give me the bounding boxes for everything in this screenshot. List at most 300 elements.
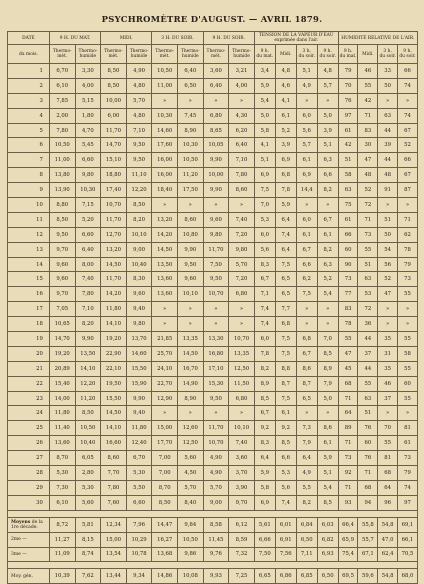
tension-col-header <box>296 45 317 64</box>
value-cell: » <box>296 198 317 213</box>
summary-value: 7,96 <box>126 517 152 532</box>
value-cell: 12,40 <box>126 436 152 451</box>
value-cell: 13,20 <box>152 212 178 227</box>
value-cell: 15,40 <box>49 376 75 391</box>
value-cell: 4,00 <box>229 78 255 93</box>
value-cell: 6,5 <box>296 391 317 406</box>
value-cell: 7,60 <box>101 495 127 510</box>
value-cell: 6,7 <box>254 272 275 287</box>
table-row <box>8 346 418 361</box>
value-cell: 58 <box>398 346 418 361</box>
value-cell: 10,30 <box>75 183 101 198</box>
value-cell: 8,50 <box>152 495 178 510</box>
summary-value: 9,84 <box>177 517 203 532</box>
table-row <box>8 436 418 451</box>
value-cell: 5,60 <box>75 495 101 510</box>
value-cell: 13,60 <box>152 272 178 287</box>
value-cell: 16,70 <box>177 361 203 376</box>
value-cell: 8,2 <box>317 242 338 257</box>
value-cell: 3,9 <box>317 123 338 138</box>
value-cell: 10,00 <box>101 93 127 108</box>
value-cell: 11,70 <box>101 123 127 138</box>
day-cell: 12 <box>8 227 50 242</box>
value-cell: 5,15 <box>75 93 101 108</box>
value-cell: 51 <box>358 257 378 272</box>
day-cell: 11 <box>8 212 50 227</box>
summary-value: 6,50 <box>296 532 317 547</box>
day-cell: 23 <box>8 391 50 406</box>
value-cell: 55 <box>378 436 398 451</box>
value-cell: 5,3 <box>254 212 275 227</box>
value-cell: 5,70 <box>229 257 255 272</box>
value-cell: 7,8 <box>275 183 296 198</box>
value-cell: 96 <box>378 495 398 510</box>
decade3-label: 3me — <box>11 551 27 557</box>
value-cell: 4,9 <box>296 78 317 93</box>
value-cell: 9,80 <box>203 227 229 242</box>
value-cell: 10,50 <box>49 138 75 153</box>
value-cell: 6,50 <box>177 78 203 93</box>
day-cell: 6 <box>8 138 50 153</box>
value-cell: 15,00 <box>152 421 178 436</box>
value-cell: 13,80 <box>49 168 75 183</box>
value-cell: 76 <box>358 421 378 436</box>
value-cell: 5,2 <box>275 123 296 138</box>
value-cell: 67 <box>398 168 418 183</box>
thermo-sec-line1: Thermo- <box>155 49 175 54</box>
value-cell: 71 <box>338 480 358 495</box>
tension-col-header <box>317 45 338 64</box>
day-cell: 1 <box>8 64 50 79</box>
value-cell: 10,00 <box>203 168 229 183</box>
value-cell: 33 <box>378 64 398 79</box>
value-cell: 14,20 <box>152 227 178 242</box>
thermo-hum-line1: Thermo- <box>78 49 98 54</box>
value-cell: 24,10 <box>152 361 178 376</box>
value-cell: 22,90 <box>101 346 127 361</box>
value-cell: 47 <box>338 346 358 361</box>
value-cell: 16,60 <box>101 436 127 451</box>
spacer-row <box>8 562 418 569</box>
humidity-col-header <box>398 45 418 64</box>
value-cell: » <box>378 302 398 317</box>
summary-value: 10,08 <box>177 569 203 584</box>
value-cell: 11,40 <box>49 421 75 436</box>
value-cell: 9,40 <box>126 406 152 421</box>
value-cell: 10,10 <box>126 227 152 242</box>
day-cell: 16 <box>8 287 50 302</box>
value-cell: 8,50 <box>101 78 127 93</box>
value-cell: 8,40 <box>177 495 203 510</box>
value-cell: 8,90 <box>177 391 203 406</box>
value-cell: 71 <box>338 436 358 451</box>
summary-value: 67,1 <box>358 547 378 562</box>
value-cell: 8,2 <box>254 361 275 376</box>
value-cell: 3,30 <box>75 64 101 79</box>
value-cell: 19,20 <box>101 332 127 347</box>
value-cell: 4,80 <box>126 78 152 93</box>
group-header-humidite: HUMIDITÉ RELATIVE DE L'AIR. <box>338 32 417 45</box>
value-cell: 6,1 <box>296 153 317 168</box>
value-cell: 44 <box>358 332 378 347</box>
summary-value: 8,58 <box>203 517 229 532</box>
value-cell: 11,80 <box>126 421 152 436</box>
value-cell: 90 <box>338 257 358 272</box>
thermo-hum-header <box>75 45 101 64</box>
table-row <box>8 227 418 242</box>
table-row <box>8 168 418 183</box>
value-cell: 6,7 <box>254 406 275 421</box>
value-cell: 14,50 <box>101 406 127 421</box>
value-cell: 7,5 <box>275 391 296 406</box>
value-cell: 55 <box>398 391 418 406</box>
day-cell: 2 <box>8 78 50 93</box>
value-cell: 60 <box>338 242 358 257</box>
value-cell: 67 <box>398 123 418 138</box>
summary-value: 6,01 <box>275 517 296 532</box>
value-cell: 61 <box>338 212 358 227</box>
value-cell: 66 <box>338 227 358 242</box>
value-cell: 79 <box>398 257 418 272</box>
value-cell: 6,9 <box>254 168 275 183</box>
summary-label <box>8 517 50 532</box>
value-cell: 11,20 <box>75 391 101 406</box>
value-cell: 8,50 <box>49 212 75 227</box>
day-cell: 20 <box>8 346 50 361</box>
value-cell: 6,1 <box>296 227 317 242</box>
summary-value: 9,93 <box>203 569 229 584</box>
value-cell: 52 <box>358 183 378 198</box>
day-cell: 25 <box>8 421 50 436</box>
humidity-col-line2: du soir. <box>399 54 416 59</box>
value-cell: » <box>229 317 255 332</box>
value-cell: 6,2 <box>296 272 317 287</box>
value-cell: 6,7 <box>296 346 317 361</box>
moyens-sub: de la <box>31 519 43 525</box>
summary-value: 6,91 <box>275 532 296 547</box>
value-cell: 6,20 <box>229 123 255 138</box>
table-row <box>8 466 418 481</box>
value-cell: 5,9 <box>275 198 296 213</box>
value-cell: 73 <box>358 227 378 242</box>
value-cell: 48 <box>358 168 378 183</box>
value-cell: 7,4 <box>275 227 296 242</box>
value-cell: 8,2 <box>296 495 317 510</box>
value-cell: 5,6 <box>275 480 296 495</box>
value-cell: 6,1 <box>275 108 296 123</box>
value-cell: 17,10 <box>203 361 229 376</box>
value-cell: 14,10 <box>75 361 101 376</box>
summary-label <box>8 532 50 547</box>
value-cell: 63 <box>358 391 378 406</box>
value-cell: 73 <box>398 272 418 287</box>
value-cell: 3,60 <box>203 64 229 79</box>
value-cell: 7,15 <box>75 198 101 213</box>
day-cell: 28 <box>8 466 50 481</box>
summary-value: 66,4 <box>338 517 358 532</box>
value-cell: 6,6 <box>275 451 296 466</box>
value-cell: 6,8 <box>275 317 296 332</box>
value-cell: 11,80 <box>101 302 127 317</box>
value-cell: 7,5 <box>275 346 296 361</box>
summary-label <box>8 569 50 584</box>
summary-value: 5,61 <box>254 517 275 532</box>
value-cell: 4,50 <box>177 466 203 481</box>
table-row <box>8 302 418 317</box>
humidity-col-line1: Midi. <box>362 51 374 57</box>
thermo-hum-line2: humide <box>181 54 199 59</box>
summary-value: 6,66 <box>254 532 275 547</box>
value-cell: 4,90 <box>203 451 229 466</box>
value-cell: 14,60 <box>152 123 178 138</box>
value-cell: 37 <box>378 391 398 406</box>
value-cell: 14,90 <box>177 376 203 391</box>
value-cell: 6,40 <box>229 138 255 153</box>
value-cell: 44 <box>378 153 398 168</box>
value-cell: 68 <box>358 480 378 495</box>
value-cell: 6,3 <box>317 257 338 272</box>
value-cell: 5,1 <box>254 153 275 168</box>
value-cell: 76 <box>338 93 358 108</box>
table-row <box>8 406 418 421</box>
value-cell: 73 <box>398 451 418 466</box>
value-cell: 9,2 <box>275 421 296 436</box>
value-cell: 14,10 <box>101 317 127 332</box>
value-cell: 72 <box>358 198 378 213</box>
value-cell: 15,50 <box>126 361 152 376</box>
value-cell: 5,9 <box>317 451 338 466</box>
group-header-tension: TENSION DE LA VAPEUR D'EAU exprimée dans l'air. <box>254 32 338 45</box>
value-cell: 8,50 <box>101 64 127 79</box>
value-cell: 8,30 <box>126 272 152 287</box>
summary-value: 7,25 <box>229 569 255 584</box>
value-cell: 3,60 <box>229 451 255 466</box>
summary-value: 69,5 <box>338 569 358 584</box>
value-cell: 55 <box>358 376 378 391</box>
value-cell: 9,60 <box>49 257 75 272</box>
value-cell: 5,60 <box>177 451 203 466</box>
value-cell: 36 <box>358 317 378 332</box>
value-cell: 7,45 <box>177 108 203 123</box>
value-cell: 52 <box>378 272 398 287</box>
value-cell: 11,70 <box>101 212 127 227</box>
value-cell: 74 <box>398 480 418 495</box>
value-cell: 71 <box>338 391 358 406</box>
value-cell: 64 <box>378 480 398 495</box>
value-cell: 6,1 <box>317 227 338 242</box>
value-cell: 8,70 <box>49 451 75 466</box>
value-cell: 6,4 <box>275 212 296 227</box>
value-cell: 5,4 <box>254 93 275 108</box>
value-cell: 2,80 <box>75 466 101 481</box>
table-row <box>8 287 418 302</box>
summary-value: 6,86 <box>275 569 296 584</box>
summary-value: 7,11 <box>296 547 317 562</box>
value-cell: 3,9 <box>275 138 296 153</box>
summary-value: 65,9 <box>338 532 358 547</box>
value-cell: 75 <box>338 198 358 213</box>
value-cell: 6,8 <box>275 168 296 183</box>
value-cell: 9,00 <box>203 495 229 510</box>
value-cell: 9,70 <box>49 287 75 302</box>
thermo-sec-line2: mèt. <box>57 54 68 59</box>
value-cell: 63 <box>378 108 398 123</box>
value-cell: 19,20 <box>49 346 75 361</box>
value-cell: 5,30 <box>126 466 152 481</box>
value-cell: 5,20 <box>75 212 101 227</box>
value-cell: 22,70 <box>152 376 178 391</box>
thermo-hum-line1: Thermo- <box>129 49 149 54</box>
value-cell: 5,0 <box>317 108 338 123</box>
value-cell: 6,40 <box>177 64 203 79</box>
value-cell: 12,20 <box>126 183 152 198</box>
summary-value: 6,85 <box>296 569 317 584</box>
value-cell: 10,50 <box>152 64 178 79</box>
value-cell: 6,8 <box>296 332 317 347</box>
value-cell: » <box>398 93 418 108</box>
summary-value: 69,1 <box>398 517 418 532</box>
value-cell: » <box>152 93 178 108</box>
value-cell: 7,5 <box>296 287 317 302</box>
value-cell: 8,60 <box>101 451 127 466</box>
value-cell: 9,2 <box>254 421 275 436</box>
spacer-cell <box>8 562 418 569</box>
value-cell: 79 <box>338 64 358 79</box>
value-cell: 5,5 <box>296 480 317 495</box>
decade1-label: 1re décade. <box>11 524 38 530</box>
day-cell: 5 <box>8 123 50 138</box>
value-cell: 46 <box>378 376 398 391</box>
value-cell: 46 <box>358 64 378 79</box>
table-row <box>8 317 418 332</box>
value-cell: 81 <box>398 421 418 436</box>
value-cell: 50 <box>378 227 398 242</box>
value-cell: 74 <box>398 78 418 93</box>
value-cell: 6,40 <box>203 78 229 93</box>
day-cell: 18 <box>8 317 50 332</box>
value-cell: » <box>177 317 203 332</box>
value-cell: 53 <box>358 287 378 302</box>
value-cell: 61 <box>398 436 418 451</box>
value-cell: 7,70 <box>101 466 127 481</box>
humidity-col-line2: du soir. <box>379 54 396 59</box>
value-cell: 7,20 <box>229 272 255 287</box>
summary-value: 68,0 <box>398 569 418 584</box>
decade2-row <box>8 532 418 547</box>
spacer-cell <box>8 510 418 517</box>
thermo-hum-line1: Thermo- <box>180 49 200 54</box>
value-cell: 47 <box>378 287 398 302</box>
value-cell: 42 <box>358 93 378 108</box>
value-cell: 9,60 <box>126 287 152 302</box>
thermo-sec-line1: Thermo- <box>104 49 123 54</box>
summary-value: 8,59 <box>229 532 255 547</box>
humidity-col-header <box>378 45 398 64</box>
value-cell: 92 <box>338 466 358 481</box>
value-cell: » <box>296 93 317 108</box>
value-cell: 51 <box>378 212 398 227</box>
table-row <box>8 198 418 213</box>
value-cell: » <box>378 317 398 332</box>
value-cell: 3,70 <box>229 466 255 481</box>
value-cell: » <box>398 302 418 317</box>
value-cell: 8,7 <box>296 376 317 391</box>
value-cell: 16,80 <box>203 346 229 361</box>
value-cell: 8,70 <box>152 480 178 495</box>
value-cell: 8,60 <box>229 183 255 198</box>
day-cell: 9 <box>8 183 50 198</box>
value-cell: 5,4 <box>317 287 338 302</box>
value-cell: » <box>296 406 317 421</box>
value-cell: 14,00 <box>49 391 75 406</box>
summary-value: 16,27 <box>152 532 178 547</box>
value-cell: 8,20 <box>75 317 101 332</box>
value-cell: 31 <box>378 346 398 361</box>
value-cell: 55 <box>338 332 358 347</box>
summary-value: 9,34 <box>126 569 152 584</box>
value-cell: 9,90 <box>203 183 229 198</box>
value-cell: 6,60 <box>126 495 152 510</box>
value-cell: 10,70 <box>203 436 229 451</box>
day-cell: 21 <box>8 361 50 376</box>
value-cell: 71 <box>358 466 378 481</box>
value-cell: 7,05 <box>49 302 75 317</box>
value-cell: 4,6 <box>275 78 296 93</box>
value-cell: 5,30 <box>75 480 101 495</box>
value-cell: » <box>317 406 338 421</box>
day-cell: 30 <box>8 495 50 510</box>
decade3-row <box>8 547 418 562</box>
value-cell: 9,50 <box>49 227 75 242</box>
value-cell: 7,0 <box>254 198 275 213</box>
value-cell: 6,3 <box>317 153 338 168</box>
value-cell: » <box>317 93 338 108</box>
value-cell: 7,0 <box>317 332 338 347</box>
moyens-label: Moyens <box>11 519 31 525</box>
value-cell: 5,70 <box>203 480 229 495</box>
value-cell: 8,80 <box>49 198 75 213</box>
value-cell: 71 <box>358 212 378 227</box>
thermo-sec-line2: mèt. <box>108 54 119 59</box>
summary-label <box>8 547 50 562</box>
value-cell: 58 <box>338 168 358 183</box>
value-cell: 10,80 <box>177 227 203 242</box>
value-cell: » <box>398 317 418 332</box>
value-cell: 15,50 <box>101 391 127 406</box>
humidity-col-line1: 9 h. <box>343 49 353 54</box>
value-cell: 6,60 <box>75 227 101 242</box>
thermo-sec-header <box>101 45 127 64</box>
day-cell: 8 <box>8 168 50 183</box>
value-cell: 56 <box>378 257 398 272</box>
value-cell: 6,40 <box>75 242 101 257</box>
value-cell: 14,50 <box>152 242 178 257</box>
value-cell: 8,50 <box>75 406 101 421</box>
value-cell: 7,80 <box>49 123 75 138</box>
value-cell: 14,50 <box>177 346 203 361</box>
value-cell: 6,70 <box>49 64 75 79</box>
value-cell: 71 <box>358 108 378 123</box>
thermo-sec-header <box>49 45 75 64</box>
value-cell: 9,00 <box>126 242 152 257</box>
value-cell: 8,60 <box>177 212 203 227</box>
value-cell: 18,80 <box>101 168 127 183</box>
value-cell: 4,30 <box>229 108 255 123</box>
summary-value: 15,00 <box>101 532 127 547</box>
value-cell: 6,10 <box>49 78 75 93</box>
table-row <box>8 361 418 376</box>
value-cell: 74 <box>398 108 418 123</box>
